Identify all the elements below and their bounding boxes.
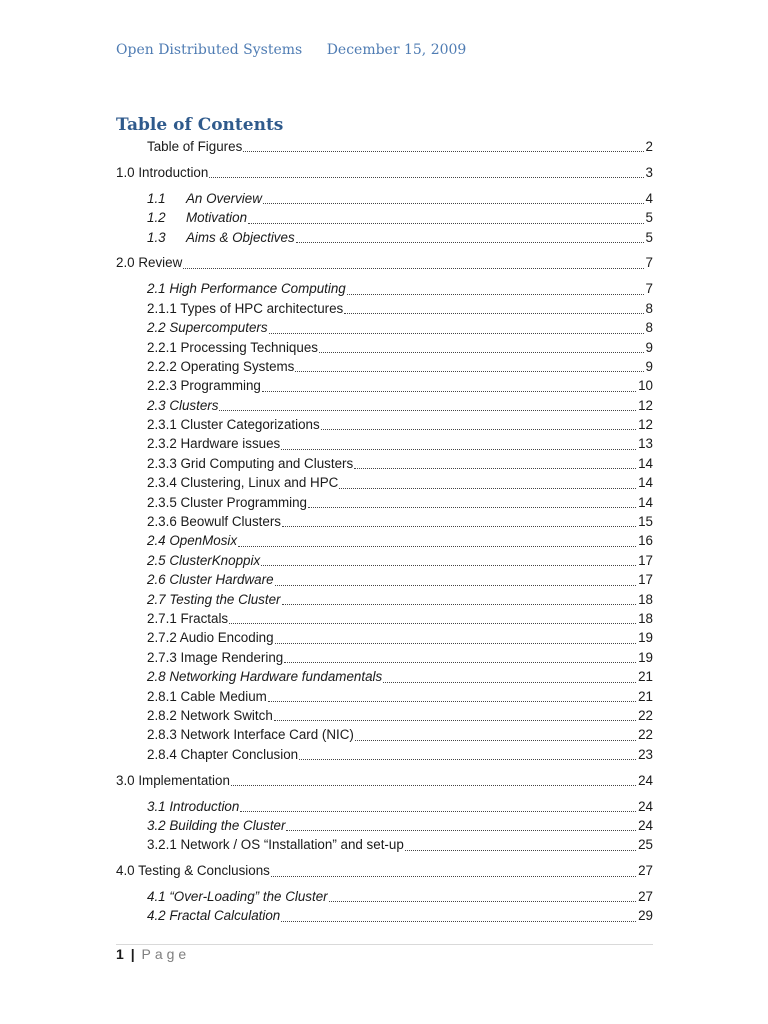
toc-entry-title: 2.2 Supercomputers: [147, 320, 268, 336]
toc-entry[interactable]: [116, 299, 653, 318]
toc-entry-title: 2.7.1 Fractals: [147, 610, 229, 626]
toc-entry-label: [147, 495, 307, 510]
toc-entry-title: 2.7.2 Audio Encoding: [147, 630, 274, 646]
toc-entry-title: 2.3.6 Beowulf Clusters: [147, 514, 281, 530]
toc-entry[interactable]: [116, 590, 653, 609]
toc-dot-leader: [229, 622, 636, 624]
toc-dot-leader: [238, 545, 636, 547]
toc-entry[interactable]: [116, 667, 653, 686]
toc-entry-page: 23: [637, 745, 653, 764]
toc-dot-leader: [295, 370, 643, 372]
toc-entry[interactable]: [116, 725, 653, 744]
toc-entry[interactable]: [116, 687, 653, 706]
toc-entry[interactable]: [116, 609, 653, 628]
toc-entry-label: [147, 908, 280, 923]
toc-entry-label: [147, 708, 273, 723]
toc-entry[interactable]: [116, 771, 653, 790]
toc-entry-title: 2.2.2 Operating Systems: [147, 358, 295, 374]
toc-entry[interactable]: [116, 454, 653, 473]
toc-entry-page: 10: [637, 376, 653, 395]
toc-entry-number: 1.1: [147, 190, 166, 206]
toc-entry-label: [147, 210, 247, 225]
toc-entry[interactable]: [116, 512, 653, 531]
toc-entry-page: 27: [637, 887, 653, 906]
toc-dot-leader: [275, 642, 637, 644]
toc-entry-title: Motivation: [186, 210, 248, 226]
toc-entry[interactable]: [116, 706, 653, 725]
toc-entry-page: 27: [637, 861, 653, 880]
toc-dot-leader: [308, 506, 636, 508]
toc-dot-leader: [219, 409, 636, 411]
toc-entry[interactable]: [116, 189, 653, 208]
toc-dot-leader: [321, 428, 636, 430]
toc-entry-title: 2.8.1 Cable Medium: [147, 688, 267, 704]
toc-entry-label: [147, 514, 281, 529]
toc-entry-page: 22: [637, 725, 653, 744]
toc-entry-title: 2.5 ClusterKnoppix: [147, 552, 261, 568]
toc-dot-leader: [347, 293, 644, 295]
toc-entry[interactable]: [116, 551, 653, 570]
toc-entry-title: 2.8 Networking Hardware fundamentals: [147, 669, 383, 685]
toc-entry-page: 18: [637, 590, 653, 609]
toc-entry[interactable]: [116, 861, 653, 880]
toc-entry[interactable]: [116, 835, 653, 854]
toc-dot-leader: [339, 487, 636, 489]
toc-entry-title: 3.0 Implementation: [116, 772, 230, 788]
toc-entry-label: [147, 320, 268, 335]
toc-entry[interactable]: [116, 137, 653, 156]
toc-entry-title: 2.3.5 Cluster Programming: [147, 494, 308, 510]
toc-entry-title: 4.2 Fractal Calculation: [147, 908, 281, 924]
toc-entry[interactable]: [116, 434, 653, 453]
toc-dot-leader: [269, 332, 644, 334]
toc-dot-leader: [271, 875, 636, 877]
toc-dot-leader: [231, 784, 636, 786]
toc-entry-label: [147, 436, 280, 451]
toc-dot-leader: [281, 448, 636, 450]
toc-entry-page: 3: [645, 163, 653, 182]
toc-dot-leader: [261, 564, 636, 566]
toc-entry[interactable]: [116, 338, 653, 357]
toc-dot-leader: [183, 267, 643, 269]
toc-dot-leader: [282, 603, 637, 605]
toc-entry-page: 7: [645, 279, 653, 298]
toc-entry-page: 2: [645, 137, 653, 156]
toc-entry-title: 4.0 Testing & Conclusions: [116, 863, 270, 879]
toc-entry-label: [147, 398, 218, 413]
toc-entry-title: 2.3.2 Hardware issues: [147, 436, 281, 452]
toc-entry-title: 4.1 “Over-Loading” the Cluster: [147, 889, 328, 905]
toc-dot-leader: [405, 849, 636, 851]
toc-entry-page: 15: [637, 512, 653, 531]
toc-entry-title: 2.2.3 Programming: [147, 378, 261, 394]
toc-entry-label: [147, 378, 261, 393]
toc-entry-page: 22: [637, 706, 653, 725]
toc-entry-page: 5: [645, 228, 653, 247]
toc-dot-leader: [383, 681, 636, 683]
toc-entry-label: [116, 165, 208, 180]
toc-dot-leader: [248, 222, 644, 224]
toc-entry-label: [147, 592, 281, 607]
page-footer: [116, 946, 190, 962]
toc-dot-leader: [344, 312, 643, 314]
toc-dot-leader: [319, 351, 644, 353]
toc-entry[interactable]: [116, 797, 653, 816]
toc-entry-page: 17: [637, 551, 653, 570]
toc-entry-page: 8: [645, 299, 653, 318]
toc-dot-leader: [281, 920, 636, 922]
toc-entry-title: 2.3.1 Cluster Categorizations: [147, 417, 320, 433]
toc-dot-leader: [209, 176, 643, 178]
toc-dot-leader: [240, 810, 636, 812]
toc-entry-label: [147, 340, 318, 355]
toc-dot-leader: [329, 900, 636, 902]
toc-entry-title: 2.8.3 Network Interface Card (NIC): [147, 727, 354, 743]
toc-entry-page: 14: [637, 454, 653, 473]
toc-entry-label: [147, 191, 262, 206]
toc-entry-page: 9: [645, 338, 653, 357]
toc-entry-page: 17: [637, 570, 653, 589]
toc-entry[interactable]: [116, 570, 653, 589]
toc-entry[interactable]: [116, 228, 653, 247]
running-header: [116, 42, 466, 58]
toc-dot-leader: [296, 241, 644, 243]
toc-entry-page: 4: [645, 189, 653, 208]
toc-entry[interactable]: [116, 208, 653, 227]
footer-page-label: Page: [141, 946, 191, 962]
toc-entry-label: [147, 359, 294, 374]
toc-entry[interactable]: [116, 396, 653, 415]
toc-entry-page: 19: [637, 648, 653, 667]
toc-dot-leader: [275, 584, 637, 586]
toc-dot-leader: [286, 829, 636, 831]
toc-entry-label: [147, 689, 267, 704]
toc-entry-label: [147, 475, 338, 490]
toc-entry-label: [147, 281, 346, 296]
toc-entry-page: 7: [645, 253, 653, 272]
toc-entry[interactable]: [116, 163, 653, 182]
toc-entry-page: 5: [645, 208, 653, 227]
toc-entry-label: [147, 837, 404, 852]
toc-entry-page: 16: [637, 531, 653, 550]
toc-entry-label: [147, 818, 285, 833]
toc-entry-page: 24: [637, 771, 653, 790]
toc-entry[interactable]: [116, 906, 653, 925]
toc-entry[interactable]: [116, 493, 653, 512]
toc-entry-title: Table of Figures: [147, 139, 243, 154]
toc-dot-leader: [243, 150, 643, 152]
toc-entry-title: 2.3.4 Clustering, Linux and HPC: [147, 475, 339, 491]
toc-dot-leader: [299, 758, 636, 760]
footer-separator: |: [130, 946, 135, 962]
toc-entry-title: 1.0 Introduction: [116, 164, 209, 180]
footer-page-number: 1: [116, 946, 124, 962]
toc-entry-title: 2.8.2 Network Switch: [147, 707, 273, 723]
toc-entry-title: 2.2.1 Processing Techniques: [147, 339, 318, 355]
toc-entry-label: [147, 533, 237, 548]
toc-dot-leader: [355, 739, 636, 741]
toc-entry[interactable]: [116, 318, 653, 337]
toc-entry-label: [147, 139, 242, 154]
toc-dot-leader: [263, 202, 644, 204]
toc-entry-title: 2.6 Cluster Hardware: [147, 572, 274, 588]
toc-entry[interactable]: [116, 628, 653, 647]
toc-entry-label: [147, 611, 228, 626]
header-title: Open Distributed Systems: [116, 42, 303, 58]
toc-entry-label: [147, 301, 343, 316]
toc-entry-label: [147, 572, 274, 587]
toc-entry-label: [147, 799, 239, 814]
header-date: December 15, 2009: [326, 42, 467, 58]
toc-entry-label: [116, 255, 182, 270]
toc-entry-title: 3.2.1 Network / OS “Installation” and set-up: [147, 837, 404, 853]
toc-entry-label: [147, 456, 353, 471]
toc-entry-page: 24: [637, 816, 653, 835]
toc-entry-page: 19: [637, 628, 653, 647]
toc-entry[interactable]: [116, 473, 653, 492]
toc-entry-label: [147, 889, 328, 904]
toc-entry-page: 8: [645, 318, 653, 337]
toc-entry-title: 3.2 Building the Cluster: [147, 817, 286, 833]
toc-entry-title: Aims & Objectives: [186, 229, 295, 245]
toc-entry-page: 12: [637, 396, 653, 415]
toc-entry-page: 14: [637, 473, 653, 492]
toc-entry-label: [147, 230, 295, 245]
toc-entry-page: 14: [637, 493, 653, 512]
toc-entry[interactable]: [116, 253, 653, 272]
toc-entry[interactable]: [116, 816, 653, 835]
toc-entry[interactable]: [116, 376, 653, 395]
toc-entry[interactable]: [116, 279, 653, 298]
toc-entry-page: 25: [637, 835, 653, 854]
toc-dot-leader: [274, 719, 636, 721]
toc-entry-title: 2.1.1 Types of HPC architectures: [147, 300, 344, 316]
toc-entry-title: 2.4 OpenMosix: [147, 533, 238, 549]
toc-entry-number: 1.2: [147, 210, 166, 226]
toc-entry-title: 3.1 Introduction: [147, 798, 240, 814]
table-of-contents: [116, 137, 653, 926]
toc-entry-label: [147, 747, 298, 762]
toc-entry-title: 2.0 Review: [116, 255, 183, 271]
toc-entry-label: [147, 669, 382, 684]
toc-entry-title: 2.7.3 Image Rendering: [147, 649, 284, 665]
toc-entry[interactable]: [116, 415, 653, 434]
toc-entry-title: 2.3 Clusters: [147, 397, 219, 413]
toc-entry-page: 29: [637, 906, 653, 925]
toc-entry-page: 12: [637, 415, 653, 434]
toc-entry[interactable]: [116, 745, 653, 764]
toc-entry[interactable]: [116, 531, 653, 550]
toc-dot-leader: [354, 467, 636, 469]
toc-dot-leader: [282, 525, 636, 527]
toc-entry-title: 2.8.4 Chapter Conclusion: [147, 746, 299, 762]
footer-divider: [116, 944, 653, 945]
toc-entry-page: 21: [637, 667, 653, 686]
toc-entry-title: 2.1 High Performance Computing: [147, 281, 346, 297]
toc-entry-page: 9: [645, 357, 653, 376]
toc-entry[interactable]: [116, 357, 653, 376]
toc-entry-label: [147, 417, 320, 432]
toc-entry-page: 18: [637, 609, 653, 628]
toc-entry-number: 1.3: [147, 229, 166, 245]
toc-dot-leader: [284, 661, 636, 663]
toc-entry-label: [147, 553, 260, 568]
toc-entry-label: [147, 630, 274, 645]
toc-entry-title: 2.3.3 Grid Computing and Clusters: [147, 455, 354, 471]
toc-entry-page: 21: [637, 687, 653, 706]
toc-entry-label: [147, 727, 354, 742]
toc-entry-page: 24: [637, 797, 653, 816]
toc-entry-label: [116, 863, 270, 878]
toc-dot-leader: [262, 390, 636, 392]
toc-entry[interactable]: [116, 648, 653, 667]
toc-entry-title: An Overview: [186, 190, 262, 206]
toc-entry-title: 2.7 Testing the Cluster: [147, 591, 281, 607]
toc-entry-label: [147, 650, 283, 665]
toc-heading: Table of Contents: [116, 115, 284, 135]
toc-entry-page: 13: [637, 434, 653, 453]
toc-entry[interactable]: [116, 887, 653, 906]
toc-entry-label: [116, 773, 230, 788]
toc-dot-leader: [268, 700, 636, 702]
